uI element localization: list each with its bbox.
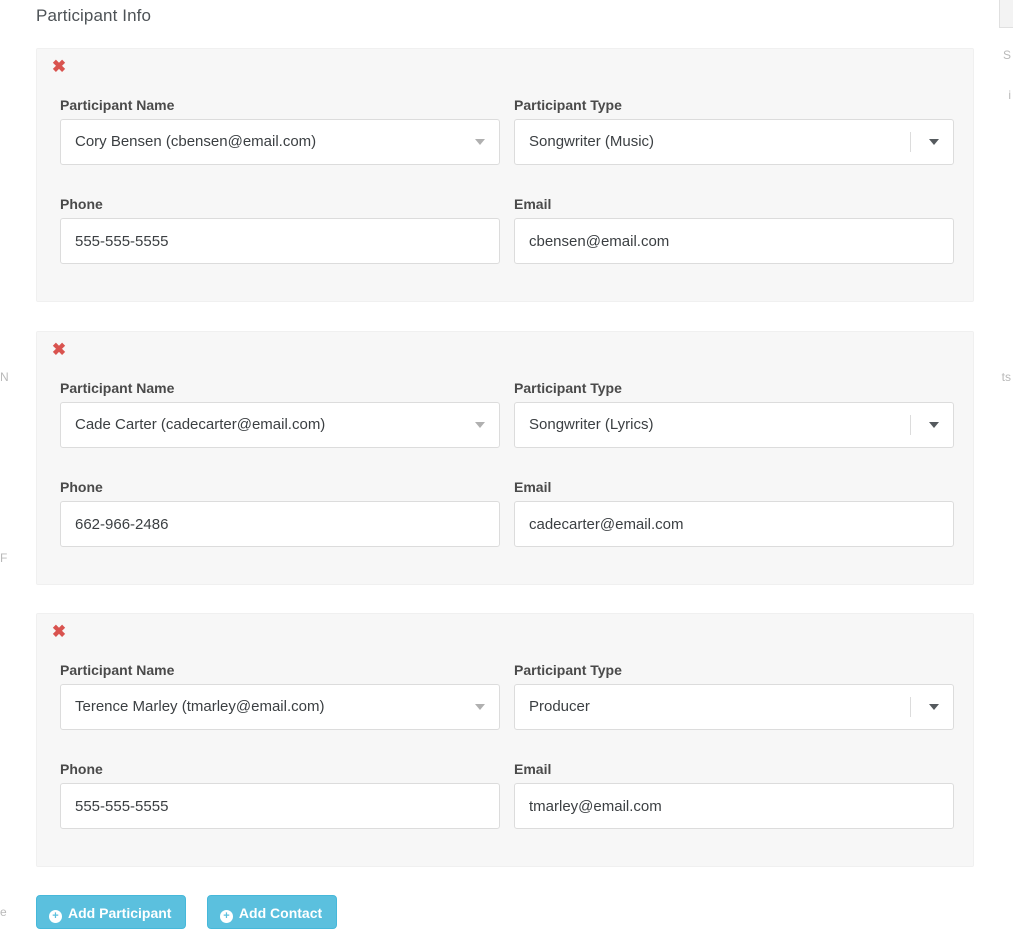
email-input[interactable] [514, 501, 954, 547]
footer-actions [36, 895, 337, 929]
participant-name-value: Terence Marley (tmarley@email.com) [75, 698, 325, 715]
participant-name-label: Participant Name [60, 662, 175, 678]
phone-label: Phone [60, 196, 103, 212]
plus-circle-icon: + [220, 910, 233, 923]
phone-label: Phone [60, 761, 103, 777]
participant-name-field [60, 97, 500, 165]
participant-type-field [514, 97, 954, 165]
participant-name-label: Participant Name [60, 380, 175, 396]
page-title: Participant Info [36, 6, 151, 25]
participant-name-label: Participant Name [60, 97, 175, 113]
participant-type-select[interactable] [514, 119, 954, 165]
remove-participant-button[interactable]: ✖ [49, 622, 69, 642]
select-divider [910, 697, 911, 717]
phone-field [60, 479, 500, 547]
participant-type-field [514, 662, 954, 730]
email-label: Email [514, 196, 552, 212]
select-divider [910, 132, 911, 152]
remove-participant-button[interactable]: ✖ [49, 57, 69, 77]
participant-name-select[interactable] [60, 684, 500, 730]
background-page-fragment-left-1: N [0, 370, 9, 384]
phone-input[interactable] [60, 218, 500, 264]
phone-field [60, 761, 500, 829]
participant-type-value: Producer [529, 698, 590, 715]
participant-type-select[interactable] [514, 684, 954, 730]
add-contact-button[interactable] [207, 895, 337, 929]
select-divider [910, 415, 911, 435]
participant-name-value: Cory Bensen (cbensen@email.com) [75, 133, 317, 150]
chevron-down-icon [929, 422, 939, 428]
participant-name-select[interactable] [60, 119, 500, 165]
phone-label: Phone [60, 479, 103, 495]
participant-type-select[interactable] [514, 402, 954, 448]
participant-type-field [514, 380, 954, 448]
participant-card [36, 613, 974, 867]
participant-name-select[interactable] [60, 402, 500, 448]
email-input[interactable] [514, 783, 954, 829]
participant-type-value: Songwriter (Music) [529, 133, 655, 150]
email-field [514, 479, 954, 547]
background-page-fragment-right-1: S [1002, 48, 1011, 62]
add-participant-button[interactable] [36, 895, 186, 929]
chevron-down-icon [475, 704, 485, 710]
chevron-down-icon [929, 704, 939, 710]
email-label: Email [514, 761, 552, 777]
email-field [514, 196, 954, 264]
email-input[interactable] [514, 218, 954, 264]
chevron-down-icon [475, 422, 485, 428]
add-participant-label: Add Participant [68, 905, 172, 921]
phone-input[interactable] [60, 501, 500, 547]
participant-type-label: Participant Type [514, 380, 622, 396]
chevron-down-icon [475, 139, 485, 145]
participant-name-value: Cade Carter (cadecarter@email.com) [75, 416, 326, 433]
participant-type-value: Songwriter (Lyrics) [529, 416, 654, 433]
remove-participant-button[interactable]: ✖ [49, 340, 69, 360]
chevron-down-icon [929, 139, 939, 145]
participant-type-label: Participant Type [514, 97, 622, 113]
background-page-fragment-right-3: ts [1001, 370, 1011, 384]
participant-name-field [60, 662, 500, 730]
email-field [514, 761, 954, 829]
phone-input[interactable] [60, 783, 500, 829]
background-page-fragment-right-2: i [1008, 88, 1011, 102]
phone-field [60, 196, 500, 264]
participant-card [36, 48, 974, 302]
email-label: Email [514, 479, 552, 495]
add-contact-label: Add Contact [238, 905, 323, 921]
background-page-fragment-left-2: F [0, 551, 8, 565]
participant-type-label: Participant Type [514, 662, 622, 678]
participant-card [36, 331, 974, 585]
plus-circle-icon: + [49, 910, 62, 923]
background-page-fragment-top-right [999, 0, 1013, 28]
participant-name-field [60, 380, 500, 448]
background-page-fragment-left-3: e [0, 905, 7, 919]
